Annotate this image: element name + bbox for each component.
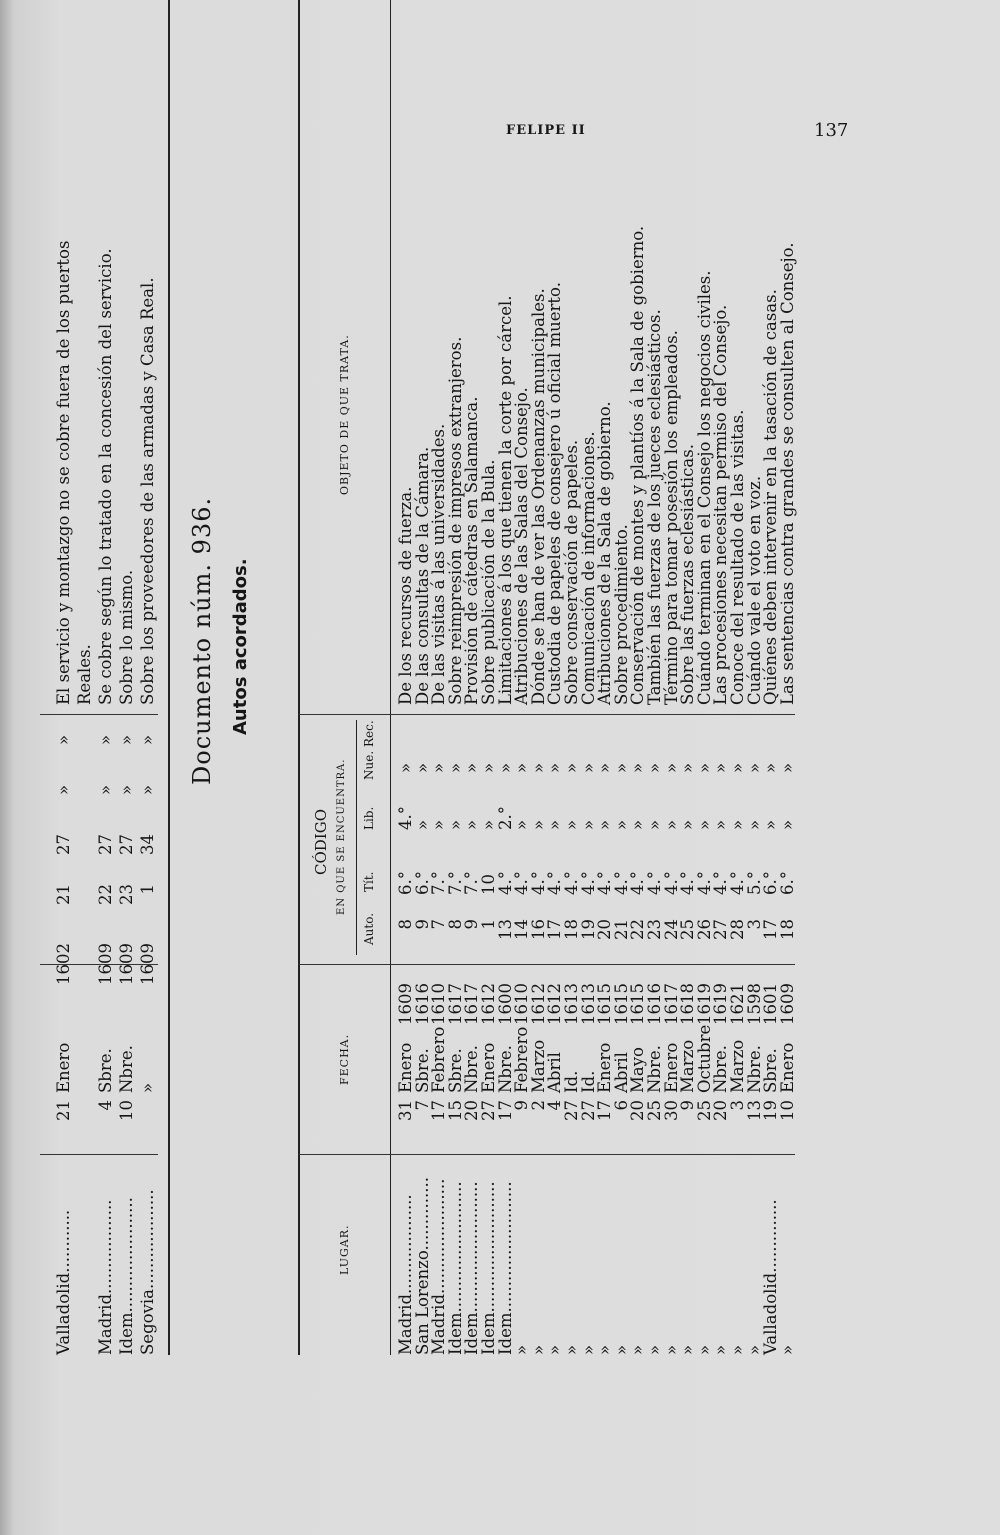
cell-tit: 7.° <box>462 871 482 895</box>
cell-day: 20 <box>462 1100 482 1121</box>
previous-table <box>40 0 170 1355</box>
cell-place: » <box>661 1344 681 1355</box>
cell-year: 1609 <box>777 983 797 1025</box>
cell-day: 7 <box>412 1100 432 1111</box>
cell-auto: 9 <box>412 919 432 930</box>
cell-place: » <box>678 1344 698 1355</box>
cell-auto: 22 <box>96 884 115 905</box>
cell-nue: » <box>661 762 681 773</box>
cell-auto: 23 <box>117 884 136 905</box>
cell-tit: 4.° <box>545 871 565 895</box>
cell-object: Comunicación de informaciones. <box>578 431 598 705</box>
cell-place: » <box>711 1344 731 1355</box>
cell-auto: 21 <box>611 919 631 940</box>
cell-object: Las procesiones necesitan permiso del Consejo. <box>711 304 731 705</box>
cell-nue: » <box>117 734 136 745</box>
table-row <box>778 0 804 1355</box>
running-head: FELIPE II <box>506 123 586 138</box>
header-fecha: FECHA. <box>338 1033 351 1085</box>
cell-auto: 24 <box>661 919 681 940</box>
cell-day: 9 <box>678 1100 698 1111</box>
cell-day: 21 <box>54 1100 73 1121</box>
column-rule <box>298 964 390 965</box>
cell-lib: 2.° <box>495 806 515 830</box>
cell-day: 27 <box>562 1100 581 1121</box>
cell-lib: » <box>462 819 482 830</box>
cell-tit: 7.° <box>445 871 465 895</box>
cell-nue: » <box>711 762 731 773</box>
cell-nue: » <box>678 762 698 773</box>
cell-auto: 16 <box>528 919 548 940</box>
rotated-table-area <box>40 0 800 1355</box>
cell-object: Quiénes deben intervenir en la tasación de casas. <box>761 289 781 705</box>
cell-place: Idem......................... <box>462 1181 482 1355</box>
cell-year: 1612 <box>528 983 548 1025</box>
cell-month: Octubre <box>694 1024 714 1093</box>
cell-auto: 9 <box>462 919 482 930</box>
cell-auto: 13 <box>495 919 515 940</box>
cell-lib: » <box>728 819 747 830</box>
cell-day: 19 <box>761 1100 781 1121</box>
header-auto: Auto. <box>362 912 376 945</box>
cell-auto: 7 <box>429 919 449 930</box>
cell-year: 1619 <box>711 983 731 1025</box>
cell-place: » <box>728 1344 747 1355</box>
cell-lib: » <box>628 819 648 830</box>
page-number: 137 <box>814 120 849 141</box>
cell-day: 27 <box>479 1100 498 1121</box>
cell-place: » <box>744 1344 764 1355</box>
cell-lib: » <box>761 819 781 830</box>
cell-month: Sbre. <box>412 1048 432 1093</box>
cell-lib: » <box>777 819 797 830</box>
autos-table <box>298 0 798 1355</box>
cell-month: Nbre. <box>645 1045 664 1093</box>
cell-tit: 7.° <box>429 871 449 895</box>
cell-month: Marzo <box>528 1039 548 1093</box>
cell-object: Conoce del resultado de las visitas. <box>728 409 747 705</box>
cell-month: Marzo <box>728 1039 747 1093</box>
cell-day: 20 <box>628 1100 648 1121</box>
cell-auto: 23 <box>645 919 664 940</box>
cell-tit: 4.° <box>611 871 631 895</box>
cell-place: Idem......................... <box>495 1181 515 1355</box>
cell-object: Se cobre según lo tratado en la concesión del servicio. <box>96 248 115 705</box>
cell-day: 30 <box>661 1100 681 1121</box>
cell-year: 1615 <box>628 983 648 1025</box>
header-codigo-sub: EN QUE SE ENCUENTRA. <box>336 758 347 915</box>
cell-month: Nbre. <box>117 1045 136 1093</box>
cell-day: 27 <box>578 1100 598 1121</box>
cell-year: 1617 <box>445 983 465 1025</box>
cell-year: 1601 <box>761 983 781 1025</box>
cell-tit: 6.° <box>761 871 781 895</box>
cell-object: Provisión de cátedras en Salamanca. <box>462 396 482 705</box>
cell-auto: 21 <box>54 884 73 905</box>
cell-day: 15 <box>445 1100 465 1121</box>
cell-day: 31 <box>396 1100 415 1121</box>
cell-nue: » <box>761 762 781 773</box>
cell-month: Nbre. <box>711 1045 731 1093</box>
cell-tit: 4.° <box>711 871 731 895</box>
cell-tit: 4.° <box>495 871 515 895</box>
cell-lib: » <box>678 819 698 830</box>
cell-object: Sobre procedimiento. <box>611 524 631 705</box>
cell-month: Enero <box>54 1042 73 1093</box>
cell-tit: 4.° <box>595 871 615 895</box>
cell-year: 1609 <box>117 943 136 985</box>
cell-month: Enero <box>777 1042 797 1093</box>
cell-auto: 28 <box>728 919 747 940</box>
cell-auto: 20 <box>595 919 615 940</box>
cell-month: » <box>138 1082 157 1093</box>
cell-tit: 27 <box>117 834 136 855</box>
cell-year: 1610 <box>512 983 532 1025</box>
cell-day: 6 <box>611 1100 631 1111</box>
cell-object: Término para tomar posesión los empleados. <box>661 330 681 705</box>
cell-month: Enero <box>479 1042 498 1093</box>
cell-lib: » <box>545 819 565 830</box>
cell-nue: » <box>611 762 631 773</box>
table-top-rule <box>298 0 300 1355</box>
cell-year: 1619 <box>694 983 714 1025</box>
cell-year: 1618 <box>678 983 698 1025</box>
cell-lib: » <box>595 819 615 830</box>
cell-month: Nbre. <box>744 1045 764 1093</box>
cell-month: Id. <box>578 1070 598 1093</box>
cell-nue: » <box>562 762 581 773</box>
cell-nue: » <box>528 762 548 773</box>
cell-year: 1615 <box>595 983 615 1025</box>
cell-auto: 14 <box>512 919 532 940</box>
table-row <box>138 0 164 1355</box>
cell-place: » <box>645 1344 664 1355</box>
cell-month: Sbre. <box>445 1048 465 1093</box>
cell-tit: 4.° <box>528 871 548 895</box>
cell-lib: » <box>138 784 157 795</box>
cell-tit: 27 <box>54 834 73 855</box>
cell-tit: 6.° <box>396 871 415 895</box>
cell-auto: 25 <box>678 919 698 940</box>
cell-year: 1612 <box>545 983 565 1025</box>
cell-place: » <box>694 1344 714 1355</box>
cell-year: 1598 <box>744 983 764 1025</box>
cell-auto: 18 <box>777 919 797 940</box>
cell-place: » <box>628 1344 648 1355</box>
cell-object: Atribuciones de las Salas del Consejo. <box>512 387 532 705</box>
cell-lib: » <box>429 819 449 830</box>
cell-month: Abril <box>611 1052 631 1093</box>
cell-tit: 4.° <box>694 871 714 895</box>
cell-year: 1613 <box>578 983 598 1025</box>
cell-day: 17 <box>495 1100 515 1121</box>
cell-auto: 1 <box>138 884 157 895</box>
cell-day: 3 <box>728 1100 747 1111</box>
cell-month: Mayo <box>628 1047 648 1093</box>
cell-object: Cuándo vale el voto en voz. <box>744 475 764 705</box>
cell-year: 1612 <box>479 983 498 1025</box>
cell-day: 4 <box>545 1100 565 1111</box>
cell-object: Las sentencias contra grandes se consulten al Consejo. <box>777 242 797 705</box>
header-nue: Nue. Rec. <box>362 720 376 780</box>
cell-year: 1609 <box>396 983 415 1025</box>
cell-object: Sobre los proveedores de las armadas y Casa Real. <box>138 277 157 705</box>
cell-month: Sbre. <box>96 1048 115 1093</box>
cell-object: De los recursos de fuerza. <box>396 486 415 705</box>
cell-tit: 4.° <box>728 871 747 895</box>
cell-year: 1617 <box>462 983 482 1025</box>
cell-tit: 5.° <box>744 871 764 895</box>
cell-month: Enero <box>396 1042 415 1093</box>
cell-nue: » <box>512 762 532 773</box>
header-lib: Lib. <box>362 806 376 830</box>
cell-object: Sobre conservación de papeles. <box>562 439 581 705</box>
cell-month: Febrero <box>512 1026 532 1093</box>
cell-object: También las fuerzas de los jueces eclesiásticos. <box>645 309 664 705</box>
cell-tit: 10 <box>479 874 498 895</box>
cell-tit: 6.° <box>777 871 797 895</box>
cell-month: Nbre. <box>462 1045 482 1093</box>
cell-year: 1609 <box>138 943 157 985</box>
cell-place: Valladolid............ <box>54 1209 73 1355</box>
cell-year: 1609 <box>96 943 115 985</box>
cell-year: 1602 <box>54 943 73 985</box>
document-title: Documento núm. 936. <box>188 496 216 785</box>
cell-nue: » <box>777 762 797 773</box>
cell-place: San Lorenzo.............. <box>412 1177 432 1355</box>
cell-auto: 18 <box>562 919 581 940</box>
cell-year: 1613 <box>562 983 581 1025</box>
cell-day: 2 <box>528 1100 548 1111</box>
cell-place: » <box>777 1344 797 1355</box>
cell-lib: » <box>445 819 465 830</box>
cell-nue: » <box>462 762 482 773</box>
cell-place: Madrid...................... <box>429 1178 449 1355</box>
cell-nue: » <box>429 762 449 773</box>
cell-object: Sobre publicación de la Bula. <box>479 459 498 705</box>
cell-nue: » <box>645 762 664 773</box>
cell-lib: » <box>661 819 681 830</box>
cell-auto: 17 <box>761 919 781 940</box>
cell-lib: » <box>645 819 664 830</box>
cell-lib: » <box>611 819 631 830</box>
cell-nue: » <box>595 762 615 773</box>
cell-year: 1600 <box>495 983 515 1025</box>
cell-day: 17 <box>429 1100 449 1121</box>
cell-month: Enero <box>661 1042 681 1093</box>
cell-year: 1616 <box>645 983 664 1025</box>
cell-tit: 4.° <box>578 871 598 895</box>
header-lugar: LUGAR. <box>338 1224 351 1275</box>
cell-day: 9 <box>512 1100 532 1111</box>
cell-tit: 4.° <box>678 871 698 895</box>
cell-nue: » <box>412 762 432 773</box>
cell-auto: 8 <box>396 919 415 930</box>
cell-lib: » <box>117 784 136 795</box>
cell-nue: » <box>628 762 648 773</box>
cell-day: 4 <box>96 1100 115 1111</box>
column-rule <box>298 714 390 715</box>
cell-lib: » <box>744 819 764 830</box>
cell-lib: 4.° <box>396 806 415 830</box>
cell-day: 25 <box>694 1100 714 1121</box>
cell-nue: » <box>396 762 415 773</box>
cell-month: Id. <box>562 1070 581 1093</box>
header-codigo: CÓDIGO <box>312 808 330 875</box>
cell-auto: 19 <box>578 919 598 940</box>
cell-lib: » <box>54 784 73 795</box>
cell-object: Atribuciones de la Sala de gobierno. <box>595 401 615 705</box>
cell-auto: 27 <box>711 919 731 940</box>
cell-year: 1621 <box>728 983 747 1025</box>
cell-nue: » <box>728 762 747 773</box>
cell-object: Sobre lo mismo. <box>117 569 136 705</box>
cell-nue: » <box>445 762 465 773</box>
cell-object: Dónde se han de ver las Ordenanzas municipales. <box>528 288 548 705</box>
cell-year: 1615 <box>611 983 631 1025</box>
cell-place: Idem......................... <box>445 1181 465 1355</box>
section-divider <box>168 0 170 1355</box>
cell-year: 1610 <box>429 983 449 1025</box>
cell-place: Idem......................... <box>479 1181 498 1355</box>
cell-object: Sobre las fuerzas eclesiásticas. <box>678 444 698 705</box>
cell-day: 20 <box>711 1100 731 1121</box>
cell-tit: 34 <box>138 834 157 855</box>
cell-day: 13 <box>744 1100 764 1121</box>
cell-place: » <box>562 1344 581 1355</box>
cell-tit: 6.° <box>412 871 432 895</box>
cell-auto: 1 <box>479 919 498 930</box>
cell-tit: 4.° <box>562 871 581 895</box>
column-rule <box>298 1154 390 1155</box>
cell-nue: » <box>744 762 764 773</box>
cell-tit: 4.° <box>512 871 532 895</box>
cell-object: De las consultas de la Cámara. <box>412 446 432 705</box>
cell-nue: » <box>138 734 157 745</box>
cell-place: Segovia................... <box>138 1189 157 1355</box>
cell-lib: » <box>578 819 598 830</box>
cell-place: Valladolid.............. <box>761 1199 781 1355</box>
cell-tit: 4.° <box>661 871 681 895</box>
cell-place: Idem...................... <box>117 1197 136 1355</box>
cell-lib: » <box>711 819 731 830</box>
cell-object: Custodia de papeles de consejero ú oficial muerto. <box>545 282 565 705</box>
header-bottom-rule <box>390 0 391 1355</box>
cell-place: Madrid................... <box>396 1194 415 1355</box>
cell-place: » <box>595 1344 615 1355</box>
cell-year: 1616 <box>412 983 432 1025</box>
cell-lib: » <box>412 819 432 830</box>
cell-tit: 27 <box>96 834 115 855</box>
cell-auto: 26 <box>694 919 714 940</box>
cell-nue: » <box>545 762 565 773</box>
cell-object: Cuándo terminan en el Consejo los negocios civiles. <box>694 270 714 705</box>
cell-nue: » <box>578 762 598 773</box>
cell-place: Madrid.................. <box>96 1199 115 1355</box>
cell-nue: » <box>96 734 115 745</box>
cell-place: » <box>545 1344 565 1355</box>
cell-place: » <box>528 1344 548 1355</box>
codigo-rule <box>356 720 357 955</box>
cell-year: 1617 <box>661 983 681 1025</box>
cell-place: » <box>578 1344 598 1355</box>
cell-day: 25 <box>645 1100 664 1121</box>
cell-auto: 22 <box>628 919 648 940</box>
cell-month: Enero <box>595 1042 615 1093</box>
header-objeto: OBJETO DE QUE TRATA. <box>338 334 351 495</box>
cell-nue: » <box>479 762 498 773</box>
cell-lib: » <box>528 819 548 830</box>
cell-day: 10 <box>117 1100 136 1121</box>
cell-place: » <box>512 1344 532 1355</box>
cell-auto: 17 <box>545 919 565 940</box>
cell-nue: » <box>54 734 73 745</box>
cell-lib: » <box>694 819 714 830</box>
cell-object: El servicio y montazgo no se cobre fuera de los puertos <box>54 240 73 705</box>
cell-place: » <box>611 1344 631 1355</box>
document-subtitle: Autos acordados. <box>230 558 251 735</box>
cell-object: Limitaciones á los que tienen la corte por cárcel. <box>495 295 515 705</box>
cell-month: Febrero <box>429 1026 449 1093</box>
cell-day: 10 <box>777 1100 797 1121</box>
header-tit: Tít. <box>362 871 376 892</box>
cell-month: Marzo <box>678 1039 698 1093</box>
cell-lib: » <box>562 819 581 830</box>
cell-object: Reales. <box>75 644 94 705</box>
cell-lib: » <box>96 784 115 795</box>
cell-object: Conservación de montes y plantíos á la Sala de gobierno. <box>628 225 648 705</box>
cell-day: 17 <box>595 1100 615 1121</box>
cell-auto: 8 <box>445 919 465 930</box>
cell-tit: 4.° <box>628 871 648 895</box>
cell-object: De las visitas á las universidades. <box>429 423 449 705</box>
cell-nue: » <box>694 762 714 773</box>
cell-lib: » <box>512 819 532 830</box>
cell-nue: » <box>495 762 515 773</box>
cell-month: Nbre. <box>495 1045 515 1093</box>
cell-auto: 3 <box>744 919 764 930</box>
cell-object: Sobre reimpresión de impresos extranjeros. <box>445 336 465 705</box>
cell-tit: 4.° <box>645 871 664 895</box>
cell-month: Sbre. <box>761 1048 781 1093</box>
cell-month: Abril <box>545 1052 565 1093</box>
cell-lib: » <box>479 819 498 830</box>
